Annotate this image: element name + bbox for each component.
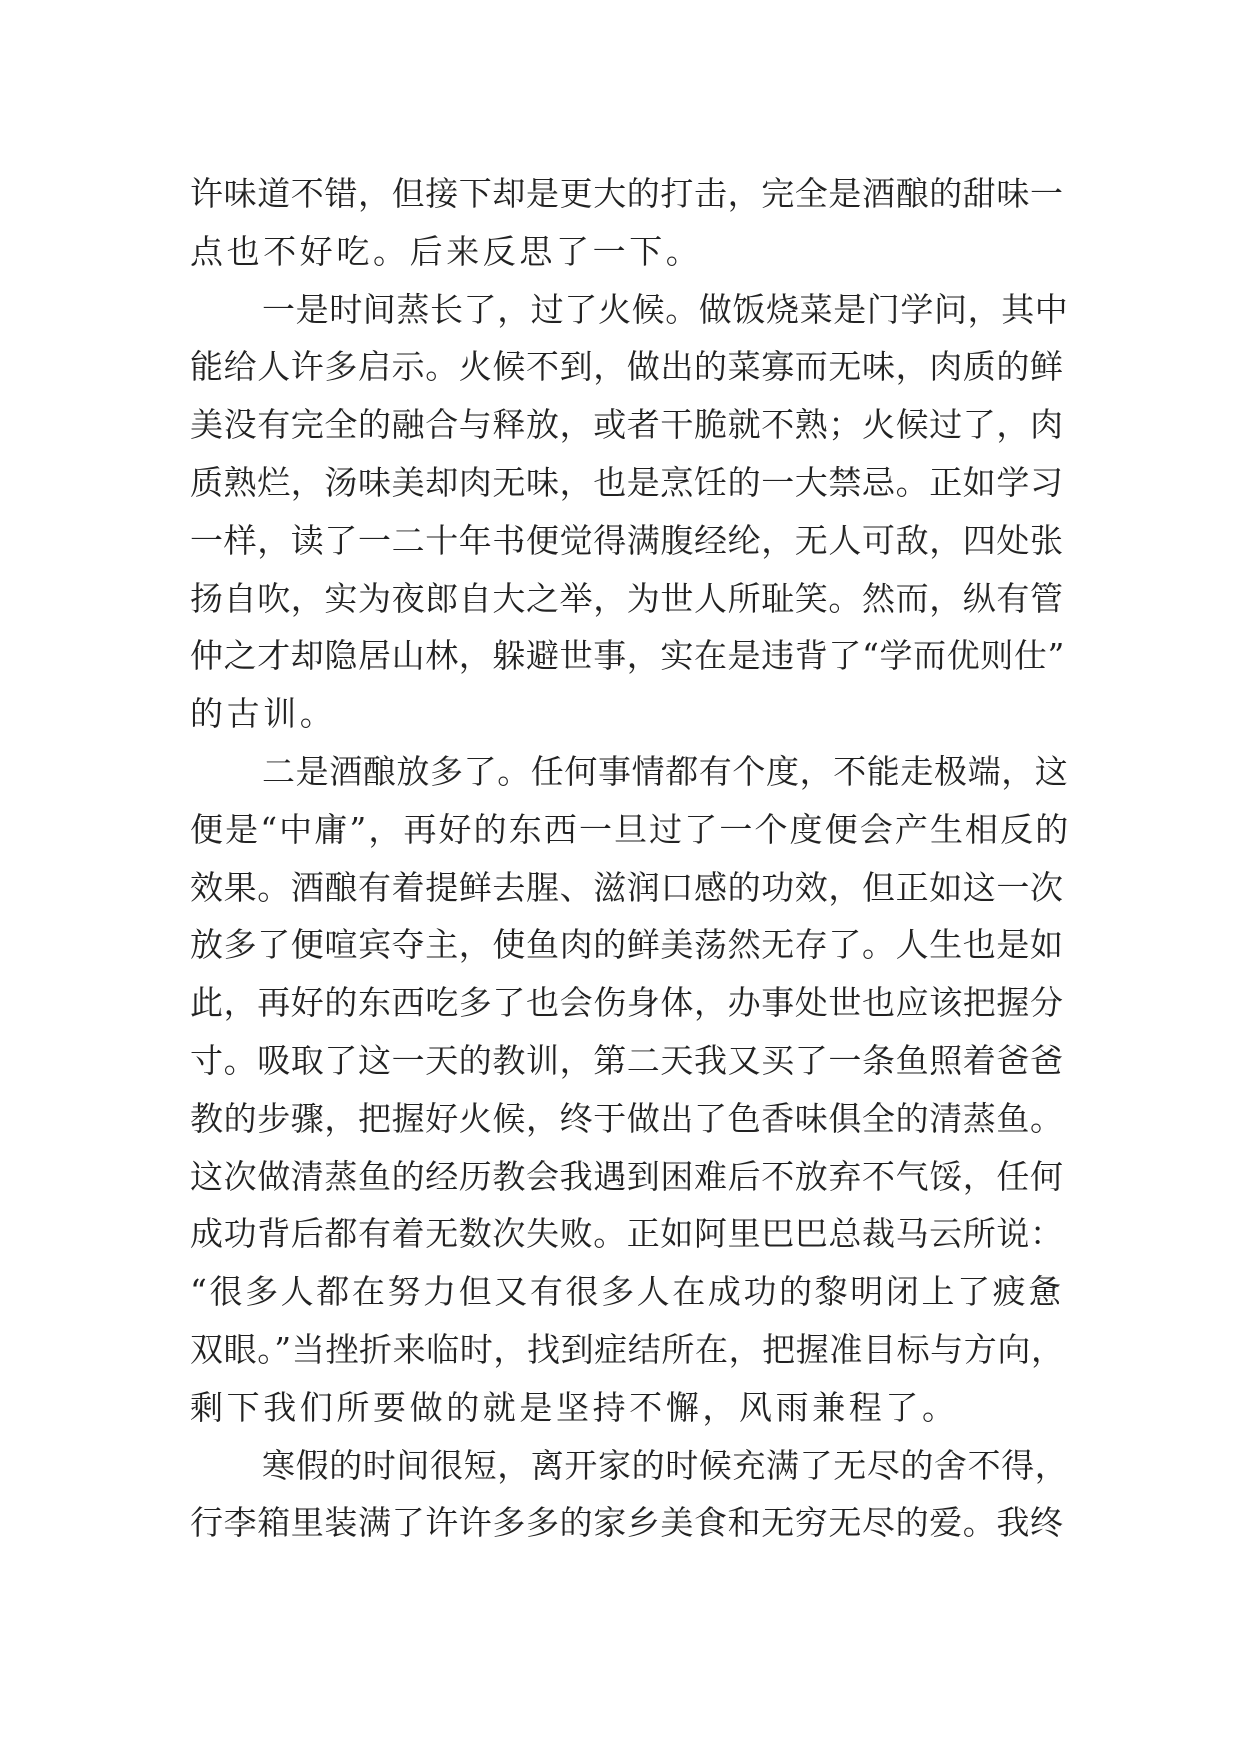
text-line: “很多人都在努力但又有很多人在成功的黎明闭上了疲惫 [190, 1272, 1064, 1312]
text-line: 双眼。”当挫折来临时，找到症结所在，把握准目标与方向， [190, 1329, 1065, 1369]
text-line: 教的步骤，把握好火候，终于做出了色香味俱全的清蒸鱼。 [190, 1098, 1064, 1138]
text-line: 行李箱里装满了许许多多的家乡美食和无穷无尽的爱。我终 [190, 1503, 1064, 1543]
text-line: 效果。酒酿有着提鲜去腥、滋润口感的功效，但正如这一次 [190, 867, 1064, 907]
text-line: 能给人许多启示。火候不到，做出的菜寡而无味，肉质的鲜 [190, 347, 1064, 387]
text-line: 此，再好的东西吃多了也会伤身体，办事处世也应该把握分 [190, 983, 1064, 1023]
text-line: 点也不好吃。后来反思了一下。 [190, 231, 703, 271]
text-line: 质熟烂，汤味美却肉无味，也是烹饪的一大禁忌。正如学习 [190, 462, 1064, 502]
text-line: 成功背后都有着无数次失败。正如阿里巴巴总裁马云所说： [190, 1214, 1064, 1254]
text-line: 一是时间蒸长了，过了火候。做饭烧菜是门学问，其中 [262, 289, 1069, 329]
text-line: 寒假的时间很短，离开家的时候充满了无尽的舍不得， [262, 1445, 1069, 1485]
body-text [190, 165, 1070, 1552]
text-line: 放多了便喧宾夺主，使鱼肉的鲜美荡然无存了。人生也是如 [190, 925, 1064, 965]
text-line: 美没有完全的融合与释放，或者干脆就不熟；火候过了，肉 [190, 405, 1064, 445]
text-line: 二是酒酿放多了。任何事情都有个度，不能走极端，这 [262, 751, 1069, 791]
text-line: 一样，读了一二十年书便觉得满腹经纶，无人可敌，四处张 [190, 520, 1064, 560]
text-line: 许味道不错，但接下却是更大的打击，完全是酒酿的甜味一 [190, 174, 1064, 213]
text-line: 仲之才却隐居山林，躲避世事，实在是违背了“学而优则仕” [190, 636, 1065, 676]
text-line: 扬自吹，实为夜郎自大之举，为世人所耻笑。然而，纵有管 [190, 578, 1064, 618]
text-line: 剩下我们所要做的就是坚持不懈，风雨兼程了。 [190, 1387, 959, 1427]
text-line: 便是“中庸”，再好的东西一旦过了一个度便会产生相反的 [190, 809, 1071, 849]
text-line: 这次做清蒸鱼的经历教会我遇到困难后不放弃不气馁，任何 [190, 1156, 1064, 1196]
text-line: 的古训。 [190, 694, 337, 734]
text-line: 寸。吸取了这一天的教训，第二天我又买了一条鱼照着爸爸 [190, 1040, 1064, 1080]
